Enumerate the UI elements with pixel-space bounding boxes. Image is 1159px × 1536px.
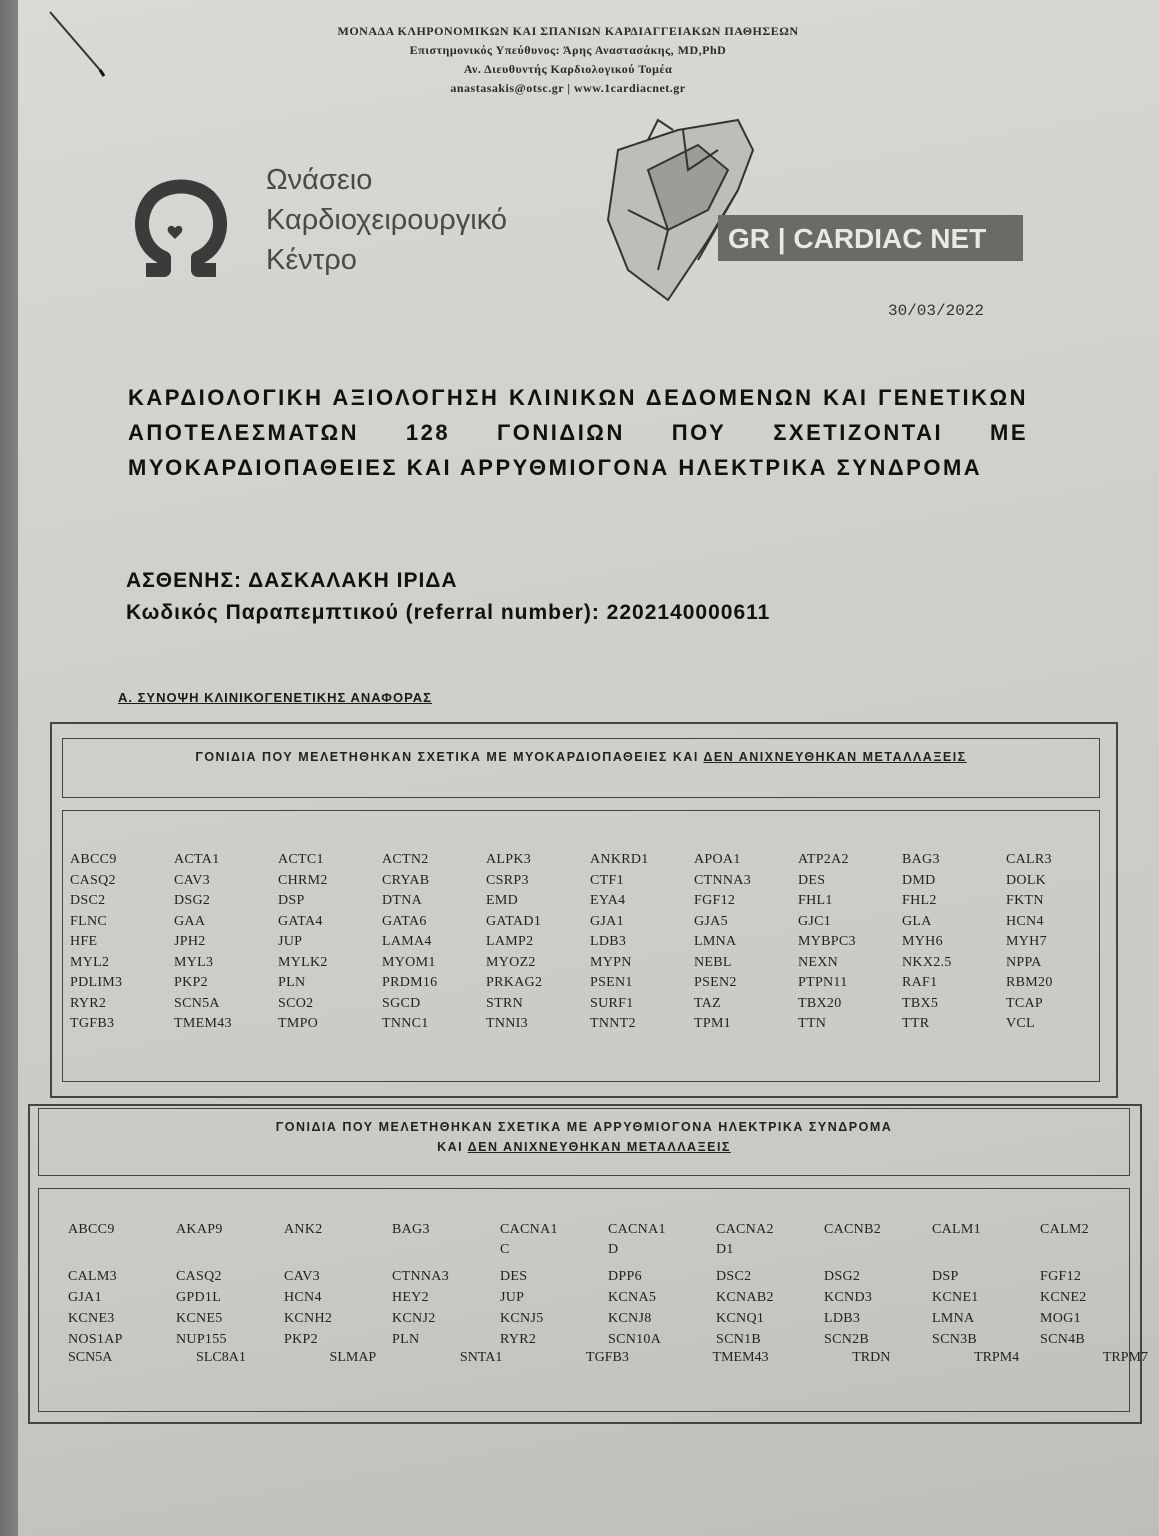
gene-name: TMEM43 [174, 1016, 232, 1031]
gene-name: TGFB3 [70, 1016, 115, 1031]
gene-name: KCNE5 [176, 1311, 223, 1326]
gene-name: TRDN [852, 1350, 891, 1365]
arrhythmia-gene-grid [68, 1266, 1148, 1350]
gene-name: MYH7 [1006, 934, 1047, 949]
gene-name: NUP155 [176, 1332, 227, 1347]
gene-name: DMD [902, 872, 936, 888]
table2-head-part1: ΓΟΝΙΔΙΑ ΠΟΥ ΜΕΛΕΤΗΘΗΚΑΝ ΣΧΕΤΙΚΑ ΜΕ ΑΡΡΥΘΜΙΟΓΟΝΑ ΗΛΕΚΤΡΙΚΑ ΣΥΝΔΡΟΜΑ [275, 1120, 893, 1134]
gene-name: SURF1 [590, 995, 634, 1011]
gene-name: PRDM16 [382, 975, 438, 990]
gene-name: ABCC9 [68, 1222, 115, 1237]
gene-name: GATA6 [382, 913, 427, 929]
gene-name: KCNE1 [932, 1290, 979, 1305]
onassis-logo-text [266, 160, 507, 280]
gene-name: DES [500, 1269, 528, 1284]
gene-name: STRN [486, 995, 523, 1011]
gene-name: ACTC1 [278, 852, 324, 867]
arrhythmia-gene-last-row [68, 1350, 1148, 1366]
gene-name: DSC2 [70, 893, 106, 908]
gene-name: KCNQ1 [716, 1311, 765, 1326]
gene-name: LAMA4 [382, 934, 432, 949]
gene-name: MYL2 [70, 954, 110, 970]
referral-number: Κωδικός Παραπεμπτικού (referral number): 2202140000611 [126, 601, 771, 624]
gene-name: CRYAB [382, 872, 430, 888]
gene-name: NEBL [694, 954, 732, 970]
gene-name: SCN3B [932, 1332, 978, 1347]
gene-name: EMD [486, 893, 519, 908]
header-line-1: ΜΟΝΑΔΑ ΚΛΗΡΟΝΟΜΙΚΩΝ ΚΑΙ ΣΠΑΝΙΩΝ ΚΑΡΔΙΑΓΓΕΙΑΚΩΝ ΠΑΘΗΣΕΩΝ [337, 24, 799, 38]
gene-name: DSG2 [174, 893, 211, 908]
gene-name: PKP2 [284, 1332, 318, 1347]
gene-name: KCNAB2 [716, 1290, 774, 1305]
gene-name: SCN5A [174, 995, 220, 1011]
gene-name: TPM1 [694, 1016, 731, 1031]
gene-name: MYOZ2 [486, 954, 536, 970]
gene-name: LMNA [932, 1311, 975, 1326]
table2-head-part3: ΔΕΝ ΑΝΙΧΝΕΥΘΗΚΑΝ ΜΕΤΑΛΛΑΞΕΙΣ [467, 1140, 731, 1154]
gene-name: HCN4 [284, 1290, 322, 1305]
gene-name: GJA1 [590, 913, 624, 929]
gene-name: GLA [902, 913, 932, 929]
gene-name: SGCD [382, 995, 421, 1011]
gene-name: BAG3 [902, 852, 940, 867]
gene-name: HFE [70, 934, 98, 949]
gene-name: MYH6 [902, 934, 943, 949]
gene-name: TMPO [278, 1016, 319, 1031]
gene-name: FHL2 [902, 893, 937, 908]
gene-name: GJC1 [798, 913, 832, 929]
gene-name: MYOM1 [382, 954, 436, 970]
gene-name: KCNJ5 [500, 1311, 544, 1326]
patient-name: ΑΣΘΕΝΗΣ: ΔΑΣΚΑΛΑΚΗ ΙΡΙΔΑ [126, 569, 458, 592]
gene-name: FGF12 [694, 893, 736, 908]
gene-name: SCO2 [278, 995, 314, 1011]
table1-head-part2: ΔΕΝ ΑΝΙΧΝΕΥΘΗΚΑΝ ΜΕΤΑΛΛΑΞΕΙΣ [703, 750, 967, 764]
header-line-3: Αν. Διευθυντής Καρδιολογικού Τομέα [463, 62, 673, 76]
gene-name: CHRM2 [278, 872, 328, 888]
gene-name: HCN4 [1006, 913, 1044, 929]
gene-name: SCN5A [68, 1350, 113, 1365]
gene-name: SCN4B [1040, 1332, 1086, 1347]
gene-name: DSG2 [824, 1269, 861, 1284]
gene-name: KCND3 [824, 1290, 873, 1305]
logo-line-3: Κέντρο [266, 244, 357, 276]
gene-name: PTPN11 [798, 975, 848, 990]
gene-name: VCL [1006, 1016, 1035, 1031]
section-a-heading: Α. ΣΥΝΟΨΗ ΚΛΙΝΙΚΟΓΕΝΕΤΙΚΗΣ ΑΝΑΦΟΡΑΣ [118, 690, 432, 705]
gene-name: DOLK [1006, 872, 1047, 888]
logo-line-2: Καρδιοχειρουργικό [266, 204, 507, 236]
gene-name: SLMAP [329, 1350, 377, 1365]
gene-name: CACNA1 D [608, 1222, 666, 1257]
report-date: 30/03/2022 [888, 302, 985, 320]
patient-info [126, 565, 770, 629]
gene-name: DES [798, 872, 826, 888]
gene-name: TTN [798, 1016, 827, 1031]
onassis-omega-logo [126, 170, 236, 280]
gene-name: JUP [278, 934, 303, 949]
gene-name: PSEN1 [590, 975, 633, 990]
gene-name: FKTN [1006, 893, 1044, 908]
gene-name: KCNJ2 [392, 1311, 436, 1326]
gene-name: RAF1 [902, 975, 938, 990]
gene-name: HEY2 [392, 1290, 429, 1305]
gene-name: TBX20 [798, 995, 842, 1011]
gene-name: RYR2 [70, 995, 107, 1011]
gene-name: CACNB2 [824, 1222, 882, 1237]
gene-name: PKP2 [174, 975, 208, 990]
gene-name: RBM20 [1006, 975, 1053, 990]
table2-head-part2: ΚΑΙ [437, 1140, 468, 1154]
header-line-2: Επιστημονικός Υπεύθυνος: Άρης Αναστασάκης, MD,PhD [409, 43, 727, 57]
gene-name: EYA4 [590, 893, 626, 908]
gene-name: PLN [278, 975, 306, 990]
gene-name: AKAP9 [176, 1222, 223, 1237]
gene-name: CALM1 [932, 1222, 981, 1237]
gene-name: CACNA2 D1 [716, 1222, 774, 1257]
gene-name: CASQ2 [70, 872, 116, 888]
gene-name: TTR [902, 1016, 930, 1031]
cardiomyopathy-genes-box [50, 722, 1118, 1098]
header-line-4: anastasakis@otsc.gr | www.1cardiacnet.gr [450, 81, 686, 95]
gene-name: CALR3 [1006, 852, 1052, 867]
gene-name: KCNJ8 [608, 1311, 652, 1326]
gene-name: GAA [174, 913, 206, 929]
gene-name: FHL1 [798, 893, 833, 908]
gene-name: CTF1 [590, 872, 624, 888]
gene-name: TNNT2 [590, 1016, 636, 1031]
gene-name: PRKAG2 [486, 975, 543, 990]
arrhythmia-genes-header [38, 1108, 1130, 1176]
gene-name: CTNNA3 [694, 872, 752, 888]
gene-name: CAV3 [174, 872, 210, 888]
gene-name: MYPN [590, 954, 632, 970]
gene-name: ALPK3 [486, 852, 532, 867]
gene-name: SCN1B [716, 1332, 762, 1347]
gene-name: BAG3 [392, 1222, 430, 1237]
gene-name: TCAP [1006, 995, 1043, 1011]
gene-name: LMNA [694, 934, 737, 949]
unit-header [248, 22, 888, 98]
gene-name: JUP [500, 1290, 525, 1305]
gene-name: TBX5 [902, 995, 939, 1011]
gene-name: LDB3 [590, 934, 627, 949]
gene-name: DTNA [382, 893, 423, 908]
gene-name: APOA1 [694, 852, 741, 867]
gene-name: ACTN2 [382, 852, 429, 867]
cardiac-badge-text: GR | CARDIAC NET [728, 223, 987, 254]
arrhythmia-gene-grid-first-row [68, 1220, 1148, 1260]
gene-name: NOS1AP [68, 1332, 123, 1347]
gene-name: KCNA5 [608, 1290, 657, 1305]
gene-name: ABCC9 [70, 852, 117, 867]
gene-name: GATAD1 [486, 913, 542, 929]
gene-name: ANKRD1 [590, 852, 649, 867]
gene-name: DSP [278, 893, 305, 908]
gene-name: PLN [392, 1332, 420, 1347]
gene-name: SLC8A1 [196, 1350, 246, 1365]
gene-name: LAMP2 [486, 934, 534, 949]
gene-name: NEXN [798, 954, 839, 970]
gene-name: CACNA1 C [500, 1222, 558, 1257]
gene-name: NKX2.5 [902, 954, 952, 970]
gene-name: LDB3 [824, 1311, 861, 1326]
gene-name: TRPM4 [974, 1350, 1020, 1365]
gene-name: TNNI3 [486, 1016, 528, 1031]
table1-head-part1: ΓΟΝΙΔΙΑ ΠΟΥ ΜΕΛΕΤΗΘΗΚΑΝ ΣΧΕΤΙΚΑ ΜΕ ΜΥΟΚΑΡΔΙΟΠΑΘΕΙΕΣ ΚΑΙ [195, 750, 704, 764]
gene-name: MYL3 [174, 954, 214, 970]
gene-name: GATA4 [278, 913, 323, 929]
gene-name: TRPM7 [1102, 1350, 1148, 1365]
gene-name: DPP6 [608, 1269, 642, 1284]
gene-name: NPPA [1006, 954, 1042, 970]
cardiomyopathy-gene-grid [70, 850, 1110, 1035]
gene-name: RYR2 [500, 1332, 537, 1347]
gene-name: CAV3 [284, 1269, 320, 1284]
gene-name: TNNC1 [382, 1016, 429, 1031]
report-title: ΚΑΡΔΙΟΛΟΓΙΚΗ ΑΞΙΟΛΟΓΗΣΗ ΚΛΙΝΙΚΩΝ ΔΕΔΟΜΕΝΩΝ ΚΑΙ ΓΕΝΕΤΙΚΩΝ ΑΠΟΤΕΛΕΣΜΑΤΩΝ 128 ΓΟΝΙΔΙΩΝ ΠΟΥ ΣΧΕΤΙΖΟΝΤΑΙ ΜΕ ΜΥΟΚΑΡΔΙΟΠΑΘΕΙΕΣ ΚΑΙ ΑΡΡΥΘΜΙΟΓΟΝΑ ΗΛΕΚΤΡΙΚΑ ΣΥΝΔΡΟΜΑ [128, 385, 1028, 480]
cardiomyopathy-genes-header [62, 738, 1100, 798]
gene-name: CTNNA3 [392, 1269, 450, 1284]
gene-name: TAZ [694, 995, 721, 1011]
gene-name: TGFB3 [586, 1350, 629, 1365]
gene-name: PDLIM3 [70, 975, 123, 990]
pen-mark [48, 8, 108, 78]
gene-name: CSRP3 [486, 872, 529, 888]
arrhythmia-genes-box [28, 1104, 1148, 1424]
document-page [18, 0, 1159, 1536]
gene-name: ATP2A2 [798, 852, 849, 867]
gene-name: KCNE3 [68, 1311, 115, 1326]
gene-name: MYBPC3 [798, 934, 856, 949]
gene-name: JPH2 [174, 934, 206, 949]
gene-name: GPD1L [176, 1290, 222, 1305]
gene-name: FGF12 [1040, 1269, 1082, 1284]
gene-name: CALM2 [1040, 1222, 1089, 1237]
gene-name: DSC2 [716, 1269, 752, 1284]
gene-name: MYLK2 [278, 954, 328, 970]
gene-name: CALM3 [68, 1269, 117, 1284]
gene-name: SCN2B [824, 1332, 870, 1347]
logo-line-1: Ωνάσειο [266, 164, 373, 196]
gene-name: GJA1 [68, 1290, 102, 1305]
gene-name: KCNE2 [1040, 1290, 1087, 1305]
gene-name: FLNC [70, 913, 107, 929]
gene-name: ACTA1 [174, 852, 220, 867]
gene-name: DSP [932, 1269, 959, 1284]
gene-name: ANK2 [284, 1222, 323, 1237]
gene-name: CASQ2 [176, 1269, 222, 1284]
gene-name: PSEN2 [694, 975, 737, 990]
cardiac-net-logo [588, 110, 1028, 320]
gene-name: SCN10A [608, 1332, 662, 1347]
gene-name: TMEM43 [712, 1350, 769, 1365]
gene-name: MOG1 [1040, 1311, 1081, 1326]
gene-name: SNTA1 [459, 1350, 503, 1365]
gene-name: KCNH2 [284, 1311, 333, 1326]
gene-name: GJA5 [694, 913, 728, 929]
